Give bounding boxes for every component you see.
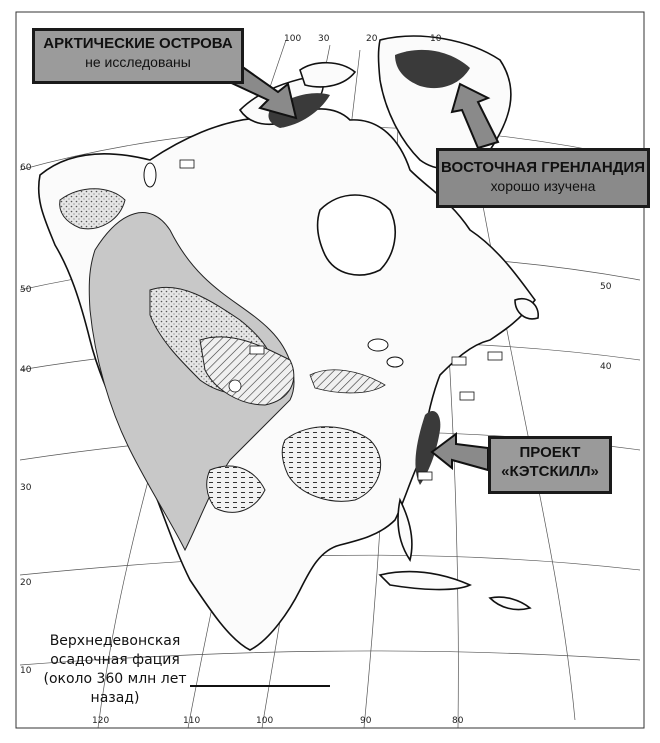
lon-label-top: 10 xyxy=(430,34,442,44)
callout-east-greenland xyxy=(436,148,650,208)
map-legend xyxy=(40,632,190,708)
callout-catskill-project xyxy=(488,436,612,494)
callout-arctic-islands xyxy=(32,28,244,84)
callout-greenland-note: хорошо изучена xyxy=(490,177,596,194)
legend-line: (около 360 млн лет xyxy=(43,670,187,687)
lat-label-right: 50 xyxy=(600,282,612,292)
legend-line: осадочная фация xyxy=(50,651,180,668)
lat-label: 60 xyxy=(20,163,32,173)
legend-line: Верхнедевонская xyxy=(49,633,181,649)
lon-label-top: 30 xyxy=(318,34,330,44)
lat-label: 30 xyxy=(20,483,32,493)
callout-greenland-title: ВОСТОЧНАЯ ГРЕНЛАНДИЯ xyxy=(441,159,645,176)
legend-line: назад) xyxy=(90,689,140,706)
lon-label: 90 xyxy=(360,716,372,726)
lon-label: 100 xyxy=(256,716,274,726)
lat-label-right: 40 xyxy=(600,362,612,372)
callout-arctic-title: АРКТИЧЕСКИЕ ОСТРОВА xyxy=(43,35,233,52)
callout-arctic-note: не исследованы xyxy=(85,53,191,70)
lon-label: 80 xyxy=(452,716,464,726)
lat-label: 10 xyxy=(20,666,32,676)
lon-label: 120 xyxy=(92,716,110,726)
lat-label: 20 xyxy=(20,578,32,588)
lon-label-top: 20 xyxy=(366,34,378,44)
lon-label: 110 xyxy=(183,716,201,726)
lat-label: 40 xyxy=(20,365,32,375)
lon-label-top: 100 xyxy=(284,34,302,44)
callout-catskill-title: ПРОЕКТ xyxy=(519,444,581,461)
callout-catskill-name: «КЭТСКИЛЛ» xyxy=(501,462,599,480)
lat-label: 50 xyxy=(20,285,32,295)
